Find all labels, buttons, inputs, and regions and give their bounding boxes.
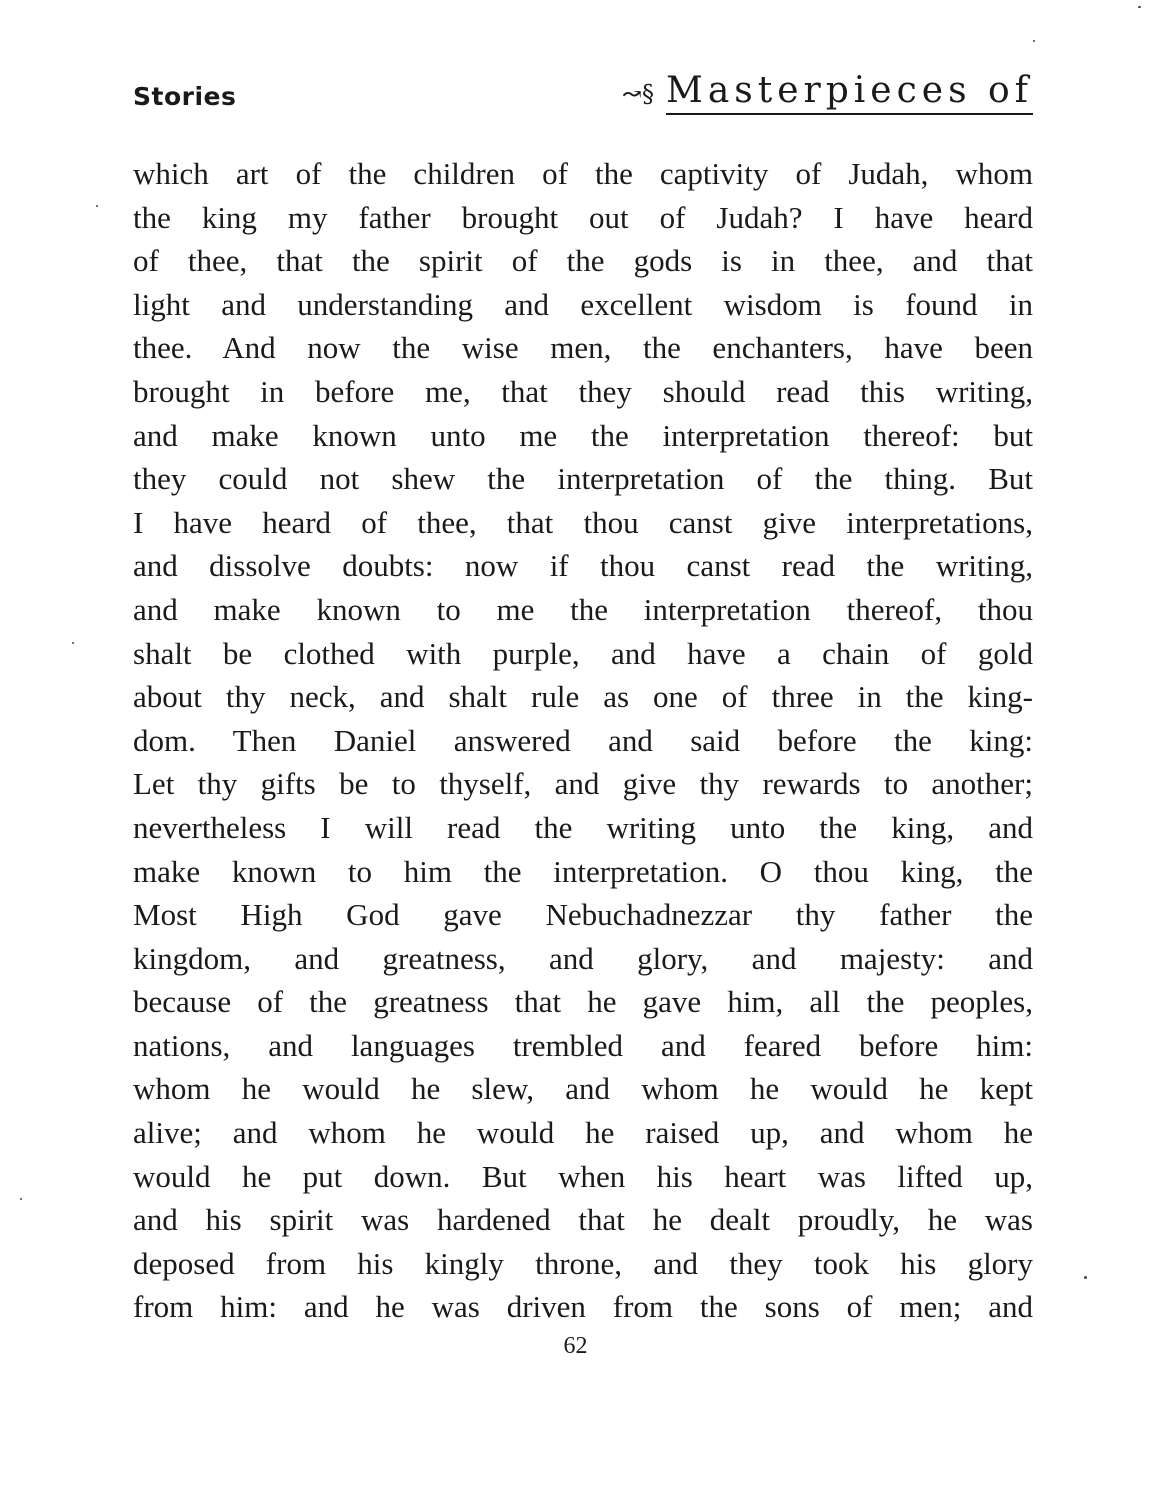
- body-text: [133, 152, 1033, 1329]
- text-line: and dissolve doubts: now if thou canst read the writing,: [133, 548, 1033, 584]
- text-line: about thy neck, and shalt rule as one of three in the king-: [133, 679, 1033, 715]
- running-title: [622, 70, 1033, 115]
- text-line: whom he would he slew, and whom he would he kept: [133, 1071, 1033, 1107]
- text-line: nations, and languages trembled and feared before him:: [133, 1027, 1033, 1063]
- text-line: because of the greatness that he gave him, all the peoples,: [133, 984, 1033, 1020]
- text-line: thee. And now the wise men, the enchanters, have been: [133, 330, 1033, 366]
- scan-speck: [96, 205, 98, 207]
- text-line: and make known to me the interpretation thereof, thou: [133, 591, 1033, 627]
- scan-speck: [1138, 6, 1141, 8]
- scan-speck: [1033, 40, 1035, 42]
- text-line: nevertheless I will read the writing unto the king, and: [133, 809, 1033, 845]
- text-line: would he put down. But when his heart was lifted up,: [133, 1158, 1033, 1194]
- text-line: they could not shew the interpretation of the thing. But: [133, 461, 1033, 497]
- text-line: light and understanding and excellent wisdom is found in: [133, 286, 1033, 322]
- text-line: and his spirit was hardened that he dealt proudly, he was: [133, 1202, 1033, 1238]
- page-number: 62: [563, 1333, 588, 1359]
- text-line: from him: and he was driven from the sons of men; and: [133, 1289, 1033, 1325]
- text-line: brought in before me, that they should read this writing,: [133, 373, 1033, 409]
- text-line: Let thy gifts be to thyself, and give thy rewards to another;: [133, 766, 1033, 802]
- ornament-icon: ↝§: [621, 80, 654, 108]
- text-line: Most High God gave Nebuchadnezzar thy father the: [133, 897, 1033, 933]
- scan-speck: [20, 1198, 22, 1200]
- section-label: Stories: [133, 82, 237, 111]
- text-line: I have heard of thee, that thou canst give interpretations,: [133, 504, 1033, 540]
- scan-speck: [1084, 1276, 1087, 1279]
- running-head: [133, 70, 1033, 126]
- book-title: Masterpieces of: [666, 70, 1033, 115]
- text-line: alive; and whom he would he raised up, and whom he: [133, 1115, 1033, 1151]
- text-line: kingdom, and greatness, and glory, and majesty: and: [133, 940, 1033, 976]
- scan-speck: [72, 642, 74, 644]
- text-line: dom. Then Daniel answered and said before the king:: [133, 722, 1033, 758]
- text-line: shalt be clothed with purple, and have a chain of gold: [133, 635, 1033, 671]
- text-line: of thee, that the spirit of the gods is in thee, and that: [133, 243, 1033, 279]
- text-line: and make known unto me the interpretation thereof: but: [133, 417, 1033, 453]
- text-line: make known to him the interpretation. O thou king, the: [133, 853, 1033, 889]
- text-line: the king my father brought out of Judah? I have heard: [133, 199, 1033, 235]
- text-line: deposed from his kingly throne, and they took his glory: [133, 1245, 1033, 1281]
- text-line: which art of the children of the captivity of Judah, whom: [133, 156, 1033, 191]
